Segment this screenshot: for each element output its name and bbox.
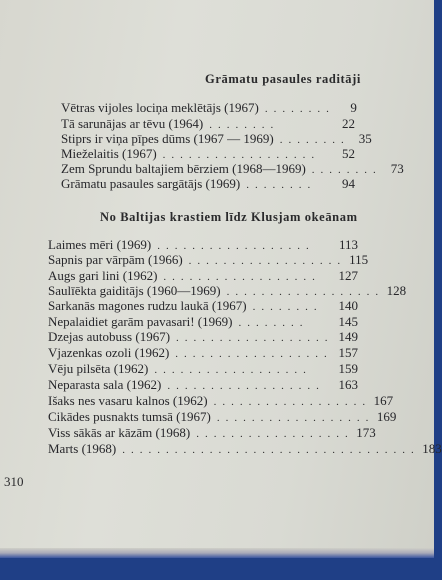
entry-title: Saulīēkta gaiditājs (1960—1969) [48,283,221,298]
leader-dots: .................................. [122,444,420,456]
toc-entry [48,329,358,344]
entry-page: 127 [338,268,358,283]
entry-title: Vētras vijoles lociņa meklētājs (1967) [61,100,259,115]
toc-entry [48,361,358,376]
entry-page: 183 [422,441,442,456]
page-edge [0,548,434,558]
toc-entry [48,377,358,392]
entry-page: 173 [356,425,376,440]
entry-page: 167 [373,393,394,408]
entry-page: 163 [338,377,358,392]
entry-page: 157 [338,345,358,360]
entry-page: 9 [350,100,357,115]
section-heading: Grāmatu pasaules raditāji [205,72,361,86]
entry-title: Tā sarunājas ar tēvu (1964) [61,116,204,131]
toc-entry [61,161,404,176]
leader-dots: .................. [162,149,321,161]
entry-title: Marts (1968) [48,441,117,456]
entry-title: Sarkanās magones rudzu laukā (1967) [48,298,247,313]
entry-title: Viss sākās ar kāzām (1968) [48,425,191,440]
entry-page: 35 [358,131,372,146]
entry-title: Mieželaitis (1967) [61,146,157,161]
toc-entry [61,146,355,161]
entry-title: Vēju pilsēta (1962) [48,361,149,376]
leader-dots: ........ [209,119,280,131]
leader-dots: .................. [188,255,347,267]
entry-page: 73 [390,161,404,176]
leader-dots: ........ [252,301,323,313]
leader-dots: .................. [226,286,385,298]
entry-title: Neparasta sala (1962) [48,377,162,392]
entry-title: Išaks nes vasaru kalnos (1962) [48,393,208,408]
leader-dots: .................. [154,364,312,376]
leader-dots: .................. [163,271,321,283]
toc-entry [48,283,407,298]
toc-entry [48,298,358,313]
entry-title: Nepalaidiet garām pavasari! (1969) [48,314,233,329]
toc-entry [48,441,442,456]
leader-dots: .................. [176,332,334,344]
entry-page: 94 [342,176,355,191]
entry-page: 128 [386,283,407,298]
leader-dots: .................. [157,240,315,252]
toc-entry [48,252,369,267]
entry-title: Laimes mēri (1969) [48,237,152,252]
page-number: 310 [4,474,24,489]
entry-page: 149 [338,329,358,344]
leader-dots: .................. [196,428,354,440]
leader-dots: .................. [175,348,333,360]
section-heading: No Baltijas krastiem līdz Klusjam okeānam [100,210,358,224]
entry-title: Vjazenkas ozoli (1962) [48,345,170,360]
leader-dots: ........ [311,164,382,176]
toc-entry [48,345,358,360]
leader-dots: .................. [216,412,375,424]
toc-entry [61,100,355,115]
toc-entry [48,268,358,283]
toc-entry [48,409,397,424]
entry-title: Sapnis par vārpām (1966) [48,252,183,267]
toc-entry [48,237,358,252]
entry-page: 159 [338,361,358,376]
leader-dots: ........ [264,103,335,115]
leader-dots: .................. [167,380,325,392]
entry-page: 145 [338,314,358,329]
toc-entry [61,176,355,191]
entry-page: 22 [342,116,355,131]
entry-page: 169 [376,409,397,424]
entry-title: Cikādes pusnakts tumsā (1967) [48,409,211,424]
toc-entry [48,393,394,408]
entry-title: Augs gari lini (1962) [48,268,158,283]
leader-dots: .................. [213,396,372,408]
entry-page: 115 [349,252,369,267]
entry-page: 113 [338,237,358,252]
entry-page: 140 [338,298,358,313]
entry-title: Zem Sprundu baltajiem bērziem (1968—1969) [61,161,306,176]
entry-title: Grāmatu pasaules sargātājs (1969) [61,176,241,191]
toc-entry [48,314,358,329]
entry-title: Stiprs ir viņa pīpes dūms (1967 — 1969) [61,131,274,146]
toc-entry [61,131,372,146]
leader-dots: ........ [246,179,317,191]
toc-entry [61,116,355,131]
entry-title: Dzejas autobuss (1967) [48,329,171,344]
leader-dots: ........ [279,134,350,146]
entry-page: 52 [342,146,355,161]
leader-dots: ........ [238,317,309,329]
toc-entry [48,425,376,440]
